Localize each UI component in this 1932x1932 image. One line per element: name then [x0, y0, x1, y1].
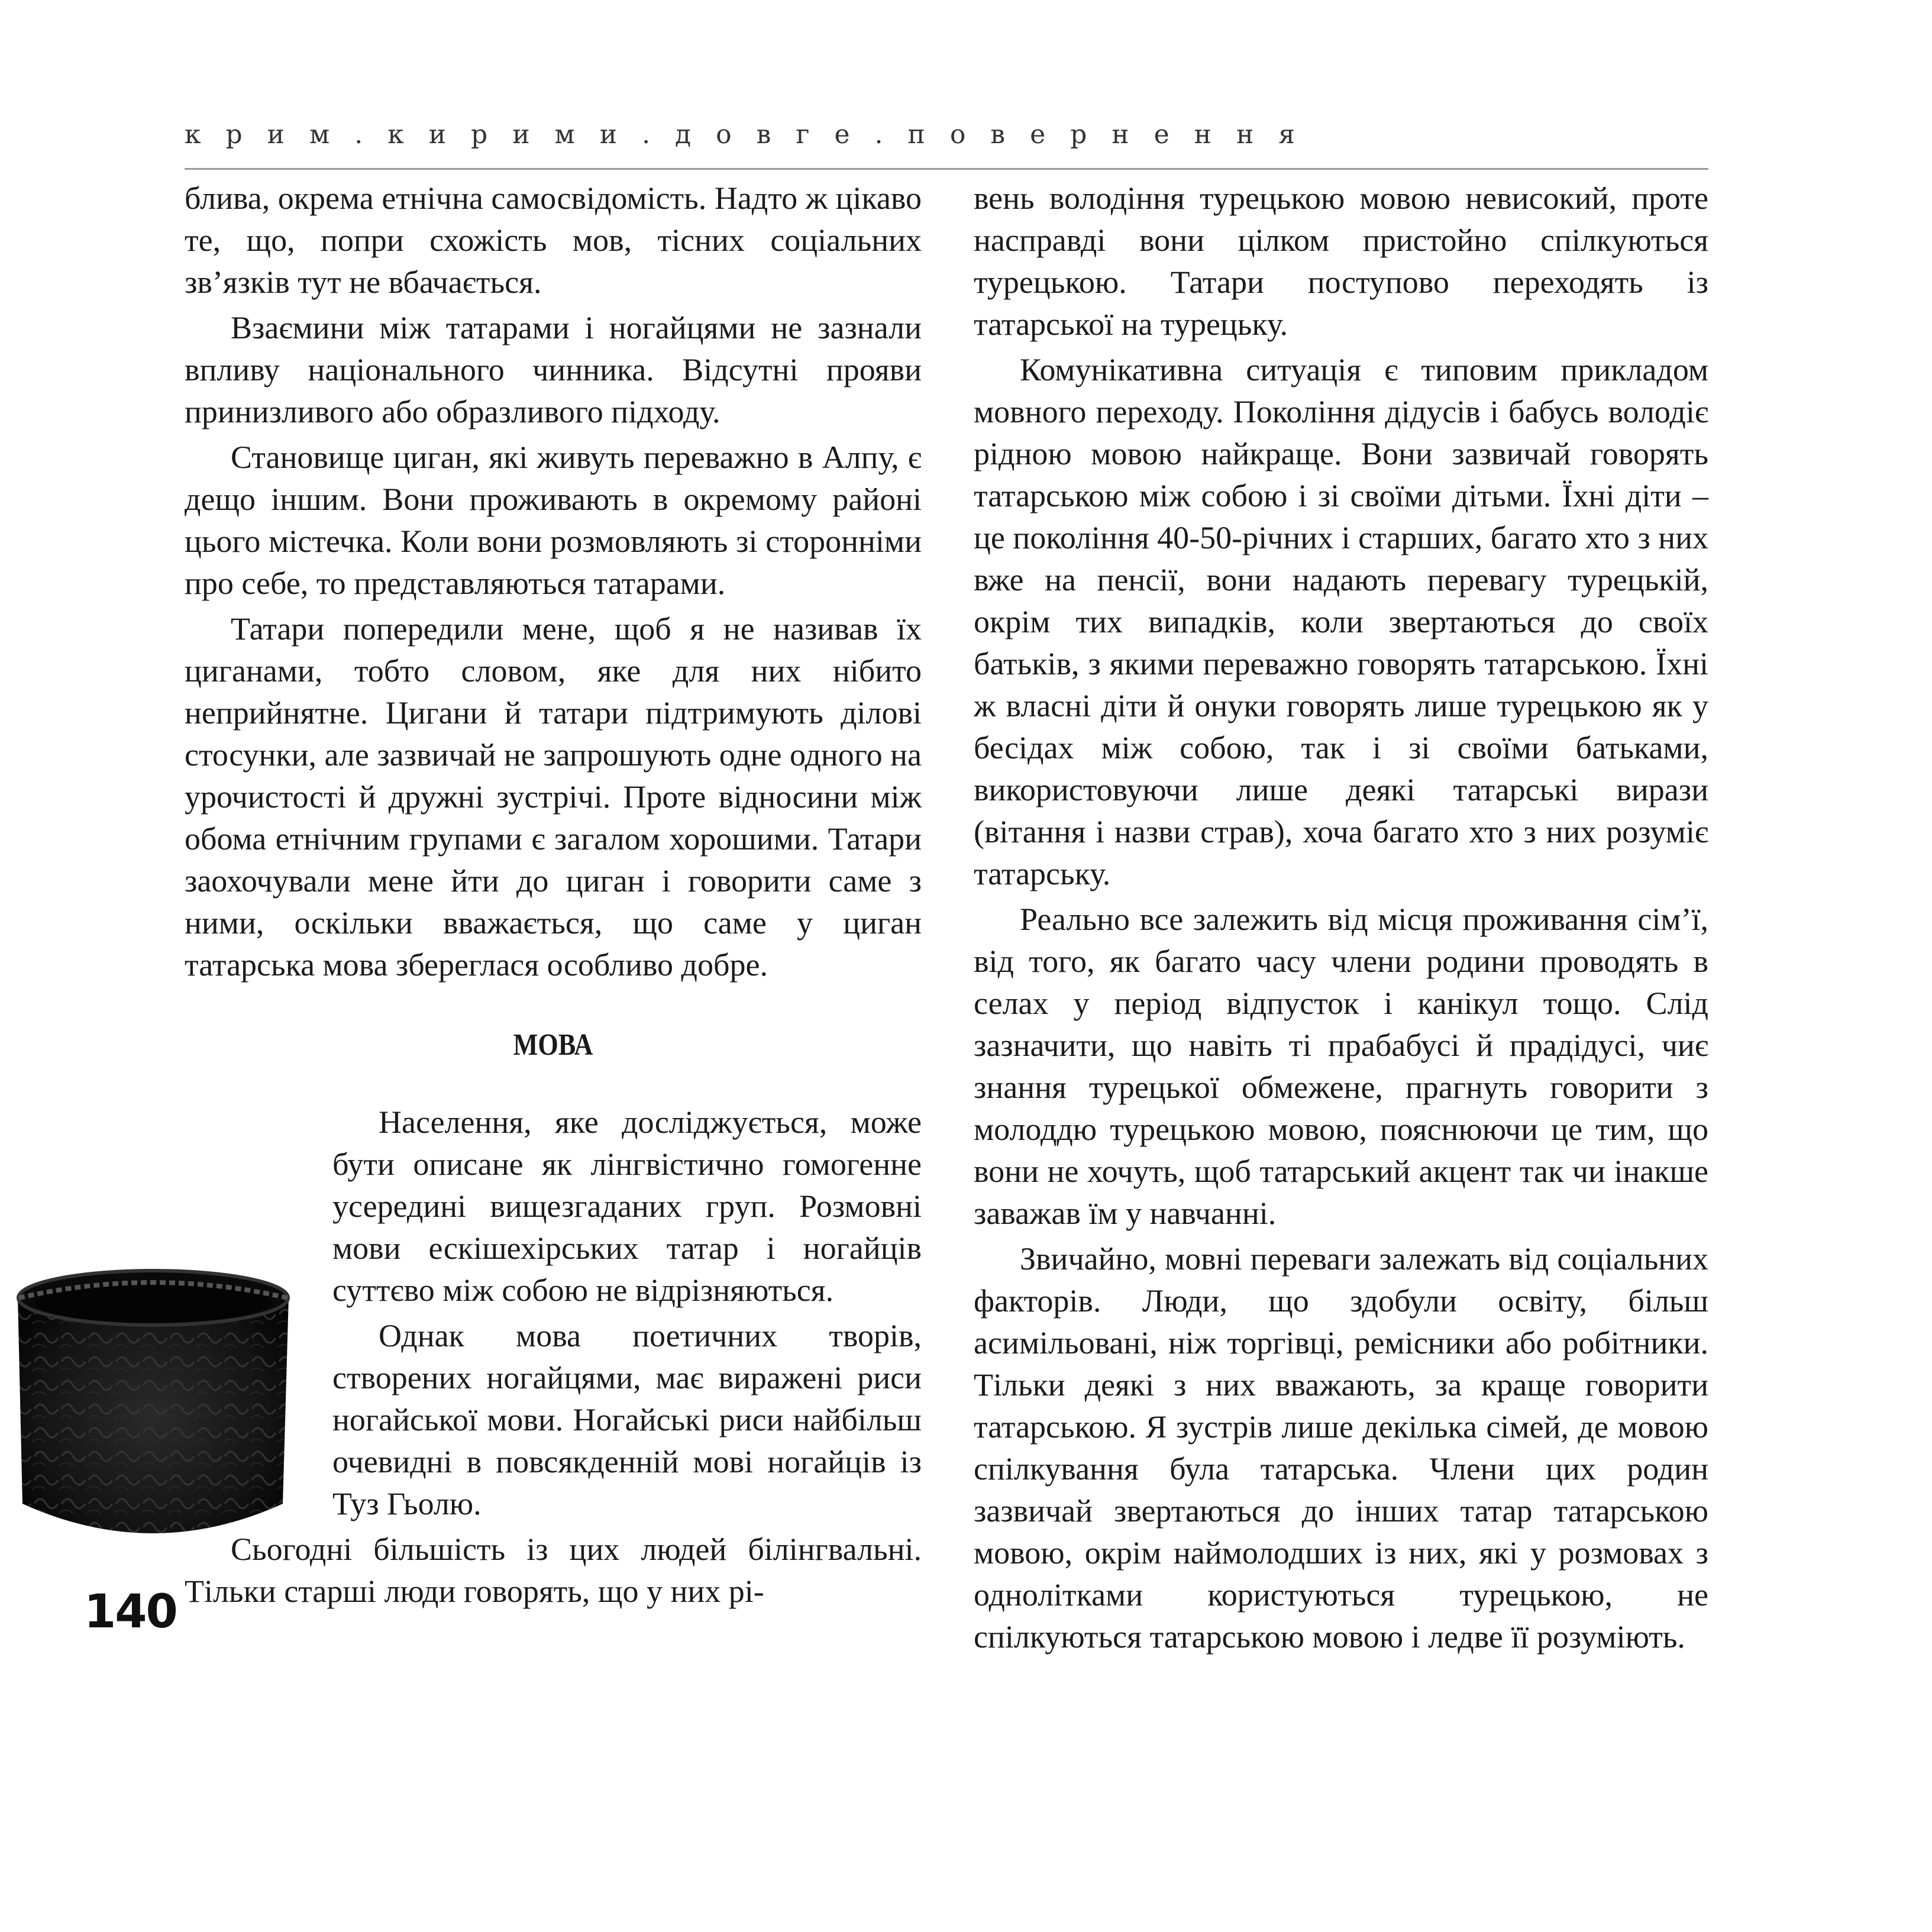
right-column — [974, 177, 1708, 1662]
paragraph: Комунікативна ситуація є типовим прикладом мовного переходу. Покоління дідусів і бабусь володіє рідною мовою найкраще. Вони зазвичай говорять татарською між собою і зі своїми дітьми. Їхні діти – це покоління 40-50-річних і старших, багато хто з них вже на пенсії, вони надають перевагу турецькій, окрім тих випадків, коли звертаються до своїх батьків, з якими переважно говорять татарською. Їхні ж власні діти й онуки говорять лише турецькою як у бесідах між собою, так і зі своїми батьками, використовуючи лише деякі татарські вирази (вітання і назви страв), хоча багато хто з них розуміє татарську. — [974, 352, 1708, 891]
paragraph: Звичайно, мовні переваги залежать від соціальних факторів. Люди, що здобули освіту, більш асимільовані, ніж торгівці, ремісники або робітники. Тільки деякі з них вважають, за краще говорити татарською. Я зустрів лише декілька сімей, де мовою спілкування була татарська. Члени цих родин зазвичай звертаються до інших татар татарською мовою, окрім наймолодших із них, які у розмовах з однолітками користуються турецькою, не спілкуються татарською мовою і ледве її розуміють. — [974, 1241, 1708, 1655]
section-heading: МОВА — [513, 1028, 593, 1062]
paragraph: Становище циган, які живуть переважно в Алпу, є дещо іншим. Вони проживають в окремому районі цього містечка. Коли вони розмовляють зі сторонніми про себе, то представляються татарами. — [185, 440, 922, 601]
karakul-hat-icon — [5, 1255, 301, 1575]
page-number: 140 — [84, 1585, 177, 1639]
paragraph: Взаємини між татарами і ногайцями не зазнали впливу національного чинника. Відсутні прояви принизливого або образливого підходу. — [185, 310, 922, 429]
header-rule — [185, 168, 1708, 170]
paragraph: Реально все залежить від місця проживання сім’ї, від того, як багато часу члени родини проводять в селах у період відпусток і канікул тощо. Слід зазначити, що навіть ті прабабусі й прадідусі, чиє знання турецької обмежене, прагнуть говорити з молоддю турецькою мовою, пояснюючи це тим, що вони не хочуть, щоб татарський акцент так чи інакше заважав їм у навчанні. — [974, 902, 1708, 1231]
paragraph: Сьогодні більшість із цих людей білінгвальні. Тільки старші люди говорять, що у них рі- — [185, 1532, 922, 1609]
running-head: крим.кирими.довге.повернення — [185, 119, 1320, 150]
paragraph: блива, окрема етнічна самосвідомість. Надто ж цікаво те, що, попри схожість мов, тісних соціальних зв’язків тут не вбачається. — [185, 180, 922, 300]
paragraph: Татари попередили мене, щоб я не називав їх циганами, тобто словом, яке для них нібито неприйнятне. Цигани й татари підтримують ділові стосунки, але зазвичай не запрошують одне одного на урочистості й дружні зустрічі. Проте відносини між обома етнічним групами є загалом хорошими. Татари заохочували мене йти до циган і говорити саме з ними, оскільки вважається, що саме у циган татарська мова збереглася особливо добре. — [185, 611, 922, 983]
paragraph: Однак мова поетичних творів, створених ногайцями, має виражені риси ногайської мови. Ногайські риси найбільш очевидні в повсякденній мові ногайців із Туз Гьолю. — [332, 1318, 922, 1521]
paragraph: вень володіння турецькою мовою невисокий, проте насправді вони цілком пристойно спілкуються турецькою. Татари поступово переходять із татарської на турецьку. — [974, 180, 1708, 342]
paragraph: Населення, яке досліджується, може бути описане як лінгвістично гомогенне усередині вищезгаданих груп. Розмовні мови ескішехірських татар і ногайців суттєво між собою не відрізняються. — [332, 1104, 922, 1308]
